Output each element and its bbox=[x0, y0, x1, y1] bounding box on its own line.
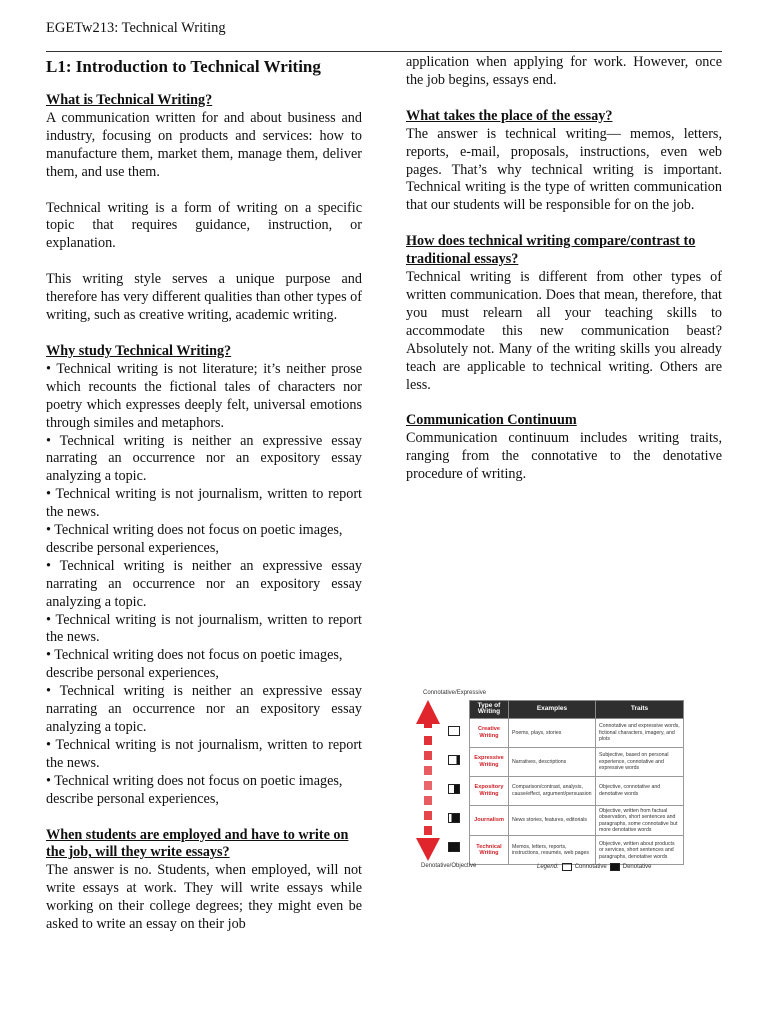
table-row bbox=[470, 805, 684, 836]
cell-type: Journalism bbox=[470, 805, 509, 836]
table-row bbox=[470, 836, 684, 865]
table-header: Traits bbox=[596, 701, 684, 719]
table-header: Examples bbox=[509, 701, 596, 719]
fill-level-square bbox=[448, 813, 460, 823]
heading-continuum: Communication Continuum bbox=[406, 412, 577, 429]
header-rule bbox=[46, 51, 722, 52]
legend-connotative-swatch bbox=[562, 863, 572, 871]
cell-traits: Objective, connotative and denotative words bbox=[596, 776, 684, 805]
paragraph: A communication written for and about business and industry, focusing on products and services: how to manufacture them, market them, manage them, deliver them, and use them. bbox=[46, 109, 362, 180]
fill-level-square bbox=[448, 755, 460, 765]
paragraph: Technical writing is a form of writing on a specific topic that requires guidance, instruction, or explanation. bbox=[46, 199, 362, 252]
bullet-item: • Technical writing is not literature; it’s neither prose which recounts the fictional tales of characters nor poetry which expresses deeply felt, universal emotions through similes and metaphors. bbox=[46, 360, 362, 431]
figure-legend bbox=[537, 863, 651, 871]
table-row bbox=[470, 718, 684, 747]
cell-type: Creative Writing bbox=[470, 718, 509, 747]
fill-level-square bbox=[448, 842, 460, 852]
paragraph-employed-continued: application when applying for work. However, once the job begins, essays end. bbox=[406, 54, 722, 88]
cell-examples: Poems, plays, stories bbox=[509, 718, 596, 747]
paragraph: The answer is technical writing— memos, letters, reports, e-mail, proposals, instructions, even web pages. That’s why technical writing is important. Technical writing is the type of written communication that our students will be responsible for on the job. bbox=[406, 125, 722, 214]
bullet-item: • Technical writing is neither an expressive essay narrating an occurrence nor an expository essay analyzing a topic. bbox=[46, 557, 362, 610]
continuum-arrow-icon bbox=[413, 698, 443, 863]
cell-traits: Connotative and expressive words, fictional characters, imagery, and plots bbox=[596, 718, 684, 747]
heading-why-study: Why study Technical Writing? bbox=[46, 342, 232, 359]
bullet-item: • Technical writing is not journalism, written to report the news. bbox=[46, 736, 362, 771]
table-row bbox=[470, 776, 684, 805]
left-column bbox=[46, 54, 362, 934]
continuum-table bbox=[469, 700, 684, 865]
cell-examples: News stories, features, editorials bbox=[509, 805, 596, 836]
heading-compare: How does technical writing compare/contrast to traditional essays? bbox=[406, 233, 696, 268]
cell-type: Expressive Writing bbox=[470, 747, 509, 776]
document-header: EGETw213: Technical Writing bbox=[46, 20, 226, 36]
bullet-item: • Technical writing does not focus on poetic images, describe personal experiences, bbox=[46, 647, 343, 682]
cell-examples: Narratives, descriptions bbox=[509, 747, 596, 776]
cell-traits: Subjective, based on personal experience, connotative and expressive words bbox=[596, 747, 684, 776]
legend-connotative-label: Connotative bbox=[574, 864, 607, 870]
bullet-item: • Technical writing does not focus on poetic images, describe personal experiences, bbox=[46, 522, 343, 556]
cell-traits: Objective, written about products or services, short sentences and paragraphs, denotative words bbox=[596, 836, 684, 865]
cell-examples: Comparison/contrast, analysis, cause/effect, argument/persuasion bbox=[509, 776, 596, 805]
page-title: L1: Introduction to Technical Writing bbox=[46, 57, 321, 76]
cell-examples: Memos, letters, reports, instructions, resumés, web pages bbox=[509, 836, 596, 865]
bullet-item: • Technical writing does not focus on poetic images, describe personal experiences, bbox=[46, 772, 343, 807]
right-column bbox=[406, 54, 722, 484]
paragraph: Technical writing is different from other types of written communication. Does that mean, therefore, that you must relearn all your teaching skills to accommodate this new communication beast? Absolutely not. Many of the writing skills you already teach are applicable to technical writing. Others are less. bbox=[406, 269, 722, 393]
communication-continuum-figure bbox=[413, 688, 687, 876]
bullet-item: • Technical writing is not journalism, written to report the news. bbox=[46, 611, 362, 646]
heading-employed: When students are employed and have to write on the job, will they write essays? bbox=[46, 826, 349, 861]
legend-denotative-label: Denotative bbox=[622, 864, 652, 870]
paragraph: Communication continuum includes writing traits, ranging from the connotative to the denotative procedure of writing. bbox=[406, 430, 722, 483]
table-header: Type of Writing bbox=[470, 701, 509, 719]
figure-top-label: Connotative/Expressive bbox=[423, 690, 487, 696]
cell-type: Expository Writing bbox=[470, 776, 509, 805]
table-row bbox=[470, 747, 684, 776]
legend-denotative-swatch bbox=[610, 863, 620, 871]
bullet-item: • Technical writing is neither an expressive essay narrating an occurrence nor an expository essay analyzing a topic. bbox=[46, 683, 362, 735]
figure-bottom-label: Denotative/Objective bbox=[421, 863, 477, 869]
bullet-item: • Technical writing is not journalism, written to report the news. bbox=[46, 486, 362, 521]
heading-what-is: What is Technical Writing? bbox=[46, 92, 213, 108]
fill-level-square bbox=[448, 784, 460, 794]
legend-title: Legend: bbox=[537, 864, 559, 870]
heading-replace-essay: What takes the place of the essay? bbox=[406, 107, 613, 124]
paragraph: This writing style serves a unique purpose and therefore has very different qualities than other types of writing, such as creative writing, academic writing. bbox=[46, 271, 362, 324]
cell-type: Technical Writing bbox=[470, 836, 509, 865]
paragraph-employed: The answer is no. Students, when employed, will not write essays at work. They will write essays while working on their college degrees; they might even be asked to write an essay on their job bbox=[46, 862, 362, 933]
fill-level-square bbox=[448, 726, 460, 736]
bullet-item: • Technical writing is neither an expressive essay narrating an occurrence nor an expository essay analyzing a topic. bbox=[46, 432, 362, 485]
cell-traits: Objective, written from factual observation, short sentences and paragraphs, some connotative but more denotative words bbox=[596, 805, 684, 836]
